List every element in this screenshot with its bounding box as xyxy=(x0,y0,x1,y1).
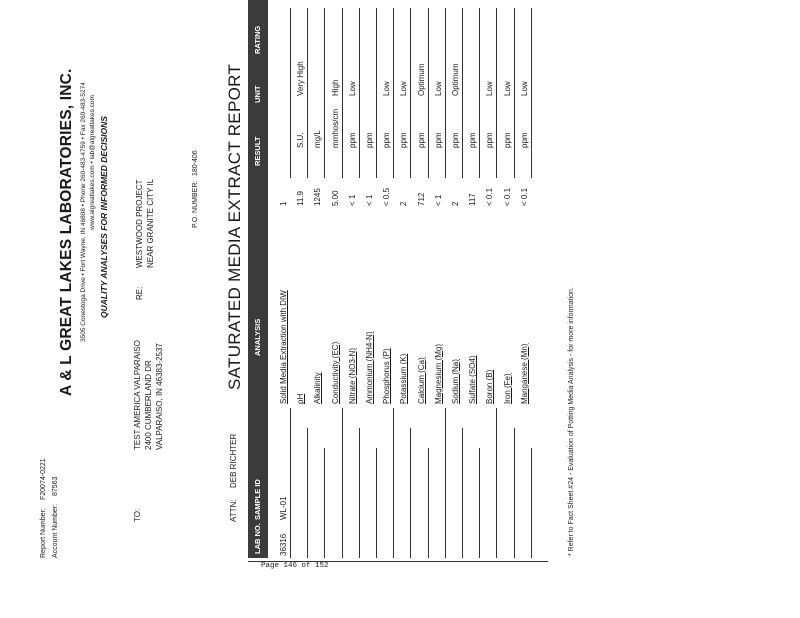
company-tagline: QUALITY ANALYSES FOR INFORMED DECISIONS xyxy=(99,116,109,318)
row-rule xyxy=(531,448,532,558)
result-cell: < 1 xyxy=(433,194,443,206)
row-rule-right xyxy=(410,8,411,178)
result-cell: < 0.5 xyxy=(382,187,392,206)
result-cell: < 1 xyxy=(365,194,374,206)
result-cell: < 0.1 xyxy=(519,187,529,206)
unit-cell: mg/L xyxy=(313,130,323,148)
report-number-label: Report Number: xyxy=(40,508,47,558)
page-title: SATURATED MEDIA EXTRACT REPORT xyxy=(225,63,244,390)
result-cell: < 1 xyxy=(347,194,357,206)
company-name: A & L GREAT LAKES LABORATORIES, INC. xyxy=(58,68,75,396)
re-label: RE: xyxy=(135,286,144,300)
row-rule xyxy=(496,408,497,558)
account-number: 87563 xyxy=(52,476,59,496)
unit-cell: ppm xyxy=(399,132,409,148)
analysis-cell: pH xyxy=(296,393,306,404)
to-line1: TEST AMERICA VALPARAISO xyxy=(133,340,142,450)
table-header xyxy=(248,0,268,558)
to-line3: VALPARAISO, IN 46383-2537 xyxy=(155,343,164,450)
row-rule xyxy=(462,428,463,558)
rating-cell: Low xyxy=(347,81,357,96)
attn-label: ATTN: xyxy=(229,499,238,522)
row-rule-right xyxy=(290,8,291,178)
analysis-cell: Magnesium (Mg) xyxy=(433,343,443,404)
row-rule xyxy=(445,408,446,558)
row-rule xyxy=(393,408,394,558)
rating-cell: Low xyxy=(502,81,512,96)
result-cell: 11.9 xyxy=(296,191,306,206)
result-cell: 2 xyxy=(399,201,409,206)
unit-cell: ppm xyxy=(365,132,374,148)
attn-value: DEB RICHTER xyxy=(229,433,238,488)
row-rule-right xyxy=(428,8,429,178)
row-rule-right xyxy=(307,8,308,178)
unit-cell: ppm xyxy=(451,132,460,148)
analysis-cell: Boron (B) xyxy=(485,369,495,404)
analysis-cell: Ammonium (NH4-N) xyxy=(365,331,374,404)
analysis-cell: Sodium (Na) xyxy=(451,359,460,404)
rating-cell: Optimum xyxy=(451,63,460,96)
rating-cell: Very High xyxy=(296,61,306,96)
row-rule-right xyxy=(376,8,377,178)
row-rule-right xyxy=(324,8,325,178)
unit-cell: ppm xyxy=(468,132,478,148)
result-cell: 5.00 xyxy=(330,190,340,206)
rating-cell: Low xyxy=(519,81,529,96)
analysis-cell: Sulfate (SO4) xyxy=(468,355,478,404)
unit-cell: ppm xyxy=(433,132,443,148)
header-sample-id: SAMPLE ID xyxy=(253,479,262,520)
page-number: Page 146 of 152 xyxy=(261,562,329,570)
unit-cell: mmhos/cm xyxy=(330,108,340,148)
re-line1: WESTWOOD PROJECT xyxy=(135,179,144,268)
row-rule xyxy=(410,428,411,558)
row-rule xyxy=(307,428,308,558)
unit-cell: ppm xyxy=(485,132,495,148)
row-rule-right xyxy=(359,8,360,178)
report-number: F20074-0221 xyxy=(40,458,47,500)
analysis-cell: Conductivity (EC) xyxy=(330,341,340,404)
row-rule-right xyxy=(479,8,480,178)
unit-cell: S.U. xyxy=(296,132,306,148)
header-analysis: ANALYSIS xyxy=(253,318,262,356)
po-value: 180-406 xyxy=(192,150,199,176)
rating-cell: High xyxy=(330,79,340,96)
row-rule-right xyxy=(496,8,497,178)
result-cell: 1245 xyxy=(313,188,323,206)
unit-cell: ppm xyxy=(347,132,357,148)
unit-cell: ppm xyxy=(519,132,529,148)
row-rule xyxy=(290,408,291,558)
unit-cell: ppm xyxy=(382,132,392,148)
analysis-cell: Solid Media Extraction with DIW xyxy=(279,290,288,404)
company-address: 3505 Conestoga Drive • Fort Wayne, IN 46808 • Phone 260-483-4759 • Fax 260-483-5274 xyxy=(80,82,87,342)
rating-cell: Low xyxy=(399,81,409,96)
row-rule-right xyxy=(531,8,532,178)
result-cell: 1 xyxy=(279,201,288,206)
row-rule xyxy=(479,448,480,558)
analysis-cell: Potassium (K) xyxy=(399,353,409,404)
row-rule-right xyxy=(514,8,515,178)
analysis-cell: Phosphorus (P) xyxy=(382,348,392,404)
row-rule-right xyxy=(393,8,394,178)
unit-cell: ppm xyxy=(416,132,426,148)
to-label: TO: xyxy=(133,508,142,522)
row-rule xyxy=(376,448,377,558)
footnote: * Refer to Fact Sheet #24 - Evaluation of Potting Media Analysis - for more information. xyxy=(568,287,575,556)
rating-cell: Low xyxy=(382,81,392,96)
analysis-cell: Iron (Fe) xyxy=(502,373,512,404)
re-line2: NEAR GRANITE CITY IL xyxy=(146,178,155,268)
rating-cell: Optimum xyxy=(416,63,426,96)
row-rule xyxy=(324,448,325,558)
header-rating: RATING xyxy=(253,25,262,54)
to-line2: 2400 CUMBERLAND DR xyxy=(144,360,153,450)
row-rule xyxy=(342,408,343,558)
analysis-cell: Calcium (Ca) xyxy=(416,357,426,404)
analysis-cell: Nitrate (NO3-N) xyxy=(347,347,357,404)
company-web: www.algreatlakes.com • lab@algreatlakes.com xyxy=(89,95,96,230)
result-cell: 117 xyxy=(468,193,478,206)
header-unit: UNIT xyxy=(253,85,262,103)
row-rule-right xyxy=(445,8,446,178)
result-cell: 712 xyxy=(416,192,426,206)
unit-cell: ppm xyxy=(502,132,512,148)
analysis-cell: Alkalinity xyxy=(313,372,323,404)
result-cell: 2 xyxy=(451,201,460,206)
result-cell: < 0.1 xyxy=(502,187,512,206)
account-number-label: Account Number: xyxy=(52,503,59,558)
header-result: RESULT xyxy=(253,136,262,166)
row-rule-right xyxy=(462,8,463,178)
header-lab-no: LAB NO. xyxy=(253,523,262,554)
po-label: P.O. NUMBER: xyxy=(192,180,199,228)
result-cell: < 0.1 xyxy=(485,187,495,206)
row-rule xyxy=(428,448,429,558)
row-rule xyxy=(359,428,360,558)
rating-cell: Low xyxy=(485,81,495,96)
sample-id: WL-01 xyxy=(279,496,288,520)
analysis-cell: Manganese (Mn) xyxy=(519,343,529,404)
row-rule xyxy=(514,428,515,558)
lab-number: 36316 xyxy=(279,533,288,556)
row-rule-right xyxy=(342,8,343,178)
rating-cell: Low xyxy=(433,81,443,96)
